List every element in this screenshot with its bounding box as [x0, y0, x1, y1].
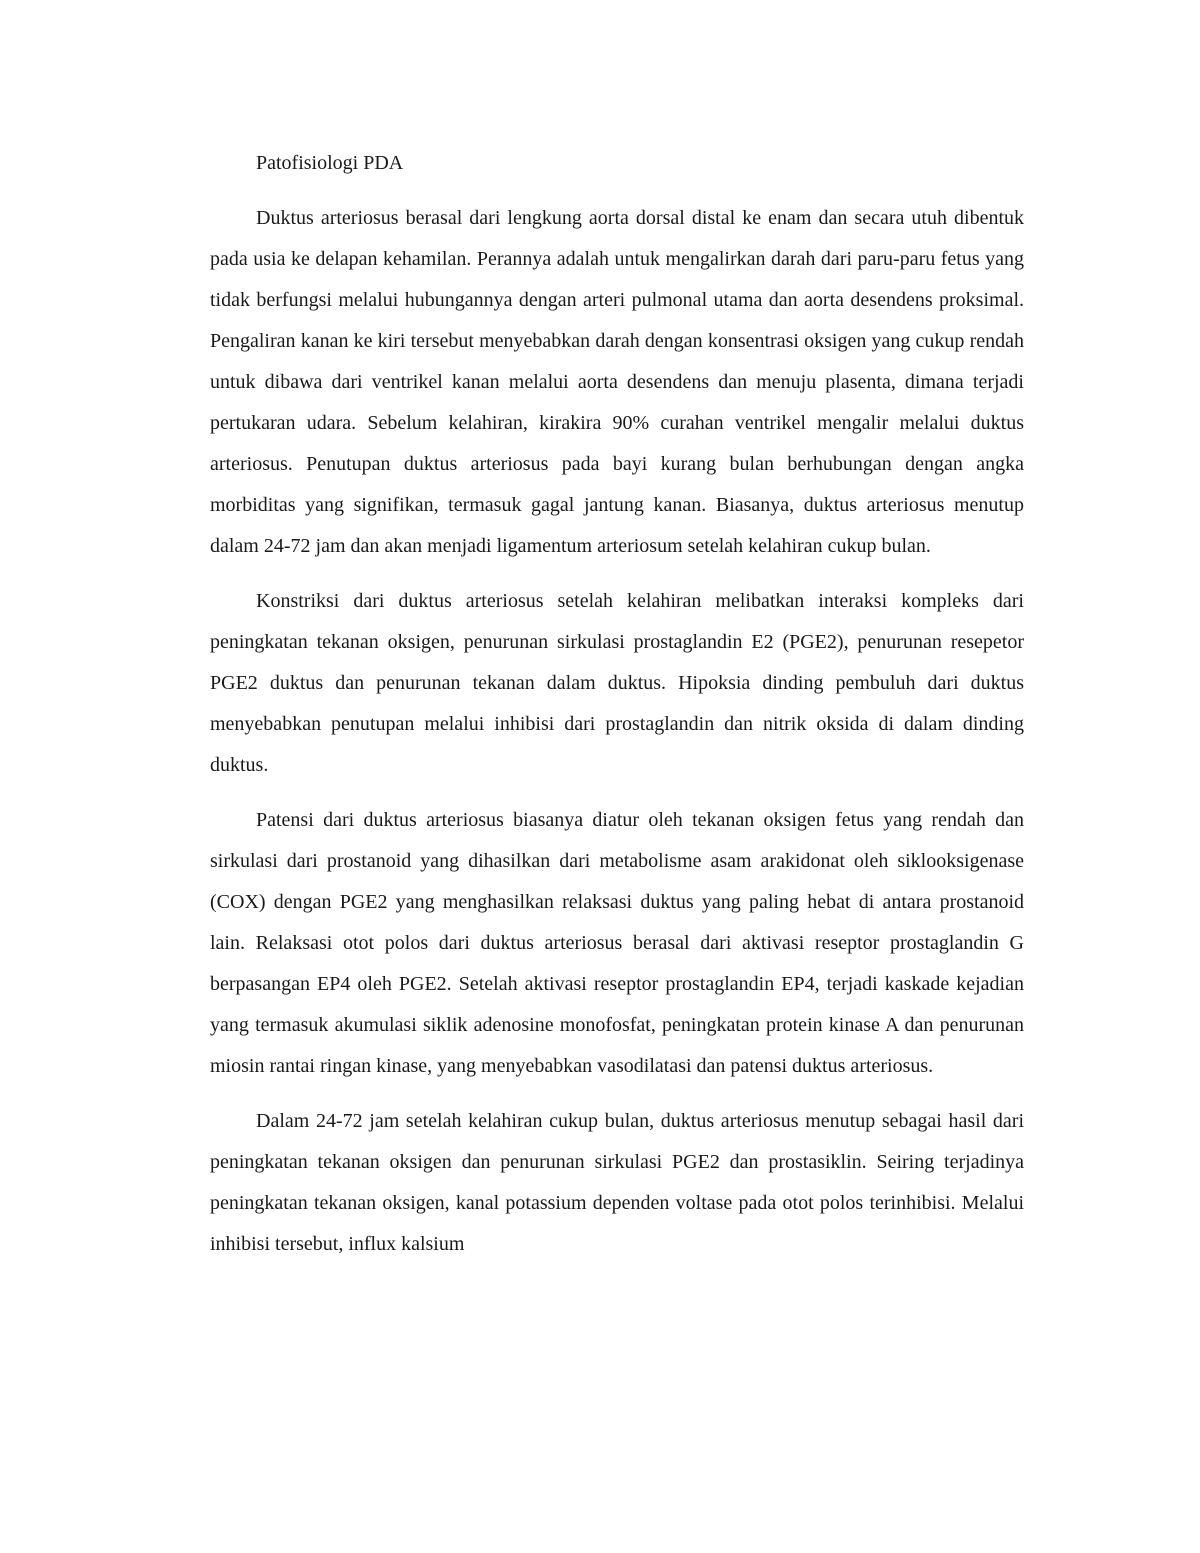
- document-title: Patofisiologi PDA: [256, 152, 404, 174]
- paragraph-1: Duktus arteriosus berasal dari lengkung aorta dorsal distal ke enam dan secara utuh dibentuk pada usia ke delapan kehamilan. Perannya adalah untuk mengalirkan darah dari paru-paru fetus yang tidak berfungsi melalui hubungannya dengan arteri pulmonal utama dan aorta desendens proksimal. Pengaliran kanan ke kiri tersebut menyebabkan darah dengan konsentrasi oksigen yang cukup rendah untuk dibawa dari ventrikel kanan melalui aorta desendens dan menuju plasenta, dimana terjadi pertukaran udara. Sebelum kelahiran, kirakira 90% curahan ventrikel mengalir melalui duktus arteriosus. Penutupan duktus arteriosus pada bayi kurang bulan berhubungan dengan angka morbiditas yang signifikan, termasuk gagal jantung kanan. Biasanya, duktus arteriosus menutup dalam 24-72 jam dan akan menjadi ligamentum arteriosum setelah kelahiran cukup bulan.: [210, 207, 1024, 557]
- paragraph-3: Patensi dari duktus arteriosus biasanya diatur oleh tekanan oksigen fetus yang rendah dan sirkulasi dari prostanoid yang dihasilkan dari metabolisme asam arakidonat oleh siklooksigenase (COX) dengan PGE2 yang menghasilkan relaksasi duktus yang paling hebat di antara prostanoid lain. Relaksasi otot polos dari duktus arteriosus berasal dari aktivasi reseptor prostaglandin G berpasangan EP4 oleh PGE2. Setelah aktivasi reseptor prostaglandin EP4, terjadi kaskade kejadian yang termasuk akumulasi siklik adenosine monofosfat, peningkatan protein kinase A dan penurunan miosin rantai ringan kinase, yang menyebabkan vasodilatasi dan patensi duktus arteriosus.: [210, 809, 1024, 1077]
- paragraph-4: Dalam 24-72 jam setelah kelahiran cukup bulan, duktus arteriosus menutup sebagai hasil dari peningkatan tekanan oksigen dan penurunan sirkulasi PGE2 dan prostasiklin. Seiring terjadinya peningkatan tekanan oksigen, kanal potassium dependen voltase pada otot polos terinhibisi. Melalui inhibisi tersebut, influx kalsium: [210, 1110, 1024, 1255]
- paragraph-2: Konstriksi dari duktus arteriosus setelah kelahiran melibatkan interaksi kompleks dari peningkatan tekanan oksigen, penurunan sirkulasi prostaglandin E2 (PGE2), penurunan resepetor PGE2 duktus dan penurunan tekanan dalam duktus. Hipoksia dinding pembuluh dari duktus menyebabkan penutupan melalui inhibisi dari prostaglandin dan nitrik oksida di dalam dinding duktus.: [210, 590, 1024, 776]
